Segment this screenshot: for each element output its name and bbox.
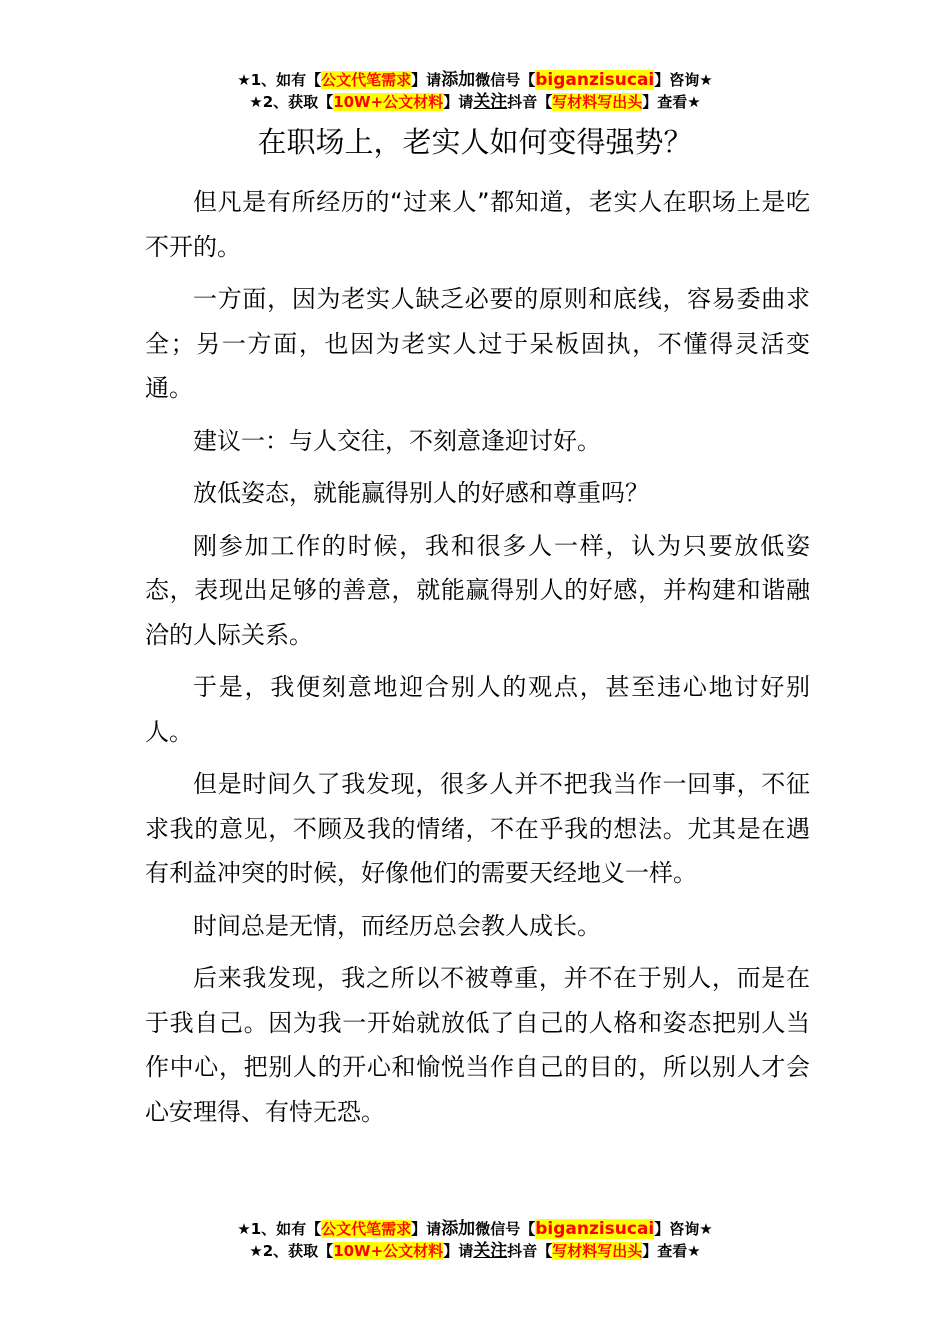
header-highlight-wechat-id: biganzisucai	[535, 70, 655, 90]
paragraph: 但是时间久了我发现，很多人并不把我当作一回事，不征求我的意见，不顾及我的情绪，不在乎我的想法。尤其是在遇有利益冲突的时候，好像他们的需要天经地义一样。	[145, 770, 810, 887]
header-line-2-emphasis: 关注	[473, 92, 508, 112]
header-line-1-text-2: 微信号【	[475, 71, 536, 89]
paragraph: 于是，我便刻意地迎合别人的观点，甚至违心地讨好别人。	[145, 673, 810, 746]
paragraph: 刚参加工作的时候，我和很多人一样，认为只要放低姿态，表现出足够的善意，就能赢得别人的好感，并构建和谐融洽的人际关系。	[145, 531, 810, 649]
header-line-1	[0, 69, 950, 91]
footer-line-2-text: 】请	[443, 1242, 474, 1260]
footer-line-2-emphasis: 关注	[473, 1241, 508, 1261]
footer-highlight-service: 公文代笔需求	[321, 1220, 412, 1238]
footer-line-1-text-2: 微信号【	[475, 1220, 536, 1238]
footer-highlight-douyin: 写材料写出头	[552, 1242, 643, 1260]
paragraph: 一方面，因为老实人缺乏必要的原则和底线，容易委曲求全；另一方面，也因为老实人过于呆板固执，不懂得灵活变通。	[145, 285, 810, 402]
header-line-1-emphasis: 添加	[441, 70, 476, 90]
article-title: 在职场上，老实人如何变得强势？	[257, 125, 693, 159]
footer-highlight-wechat-id: biganzisucai	[535, 1219, 655, 1239]
footer-line-2-text-2: 抖音【	[507, 1242, 553, 1260]
article-body	[145, 180, 810, 1142]
header-highlight-materials: 10W+公文材料	[333, 93, 444, 111]
header-line-2-suffix: 】查看★	[642, 93, 701, 111]
paragraph: 建议一：与人交往，不刻意逢迎讨好。	[193, 426, 601, 455]
footer-line-2-suffix: 】查看★	[642, 1242, 701, 1260]
footer-line-1-text: 】请	[411, 1220, 442, 1238]
header-line-1-prefix: ★1、如有【	[237, 71, 322, 89]
header-line-2-text: 】请	[443, 93, 474, 111]
header-line-1-suffix: 】咨询★	[654, 71, 713, 89]
header-line-2-prefix: ★2、获取【	[249, 93, 334, 111]
paragraph: 时间总是无情，而经历总会教人成长。	[193, 911, 601, 940]
paragraph: 但凡是有所经历的“过来人”都知道，老实人在职场上是吃不开的。	[145, 188, 810, 261]
header-line-1-text: 】请	[411, 71, 442, 89]
footer-line-1-prefix: ★1、如有【	[237, 1220, 322, 1238]
header-line-2-text-2: 抖音【	[507, 93, 553, 111]
footer-line-2	[0, 1240, 950, 1262]
paragraph: 放低姿态，就能赢得别人的好感和尊重吗？	[193, 479, 649, 507]
header-line-2	[0, 91, 950, 113]
header-banner	[0, 69, 950, 113]
footer-line-1-suffix: 】咨询★	[654, 1220, 713, 1238]
footer-highlight-materials: 10W+公文材料	[333, 1242, 444, 1260]
footer-banner	[0, 1218, 950, 1262]
header-highlight-service: 公文代笔需求	[321, 71, 412, 89]
footer-line-1	[0, 1218, 950, 1240]
footer-line-2-prefix: ★2、获取【	[249, 1242, 334, 1260]
footer-line-1-emphasis: 添加	[441, 1219, 476, 1239]
header-highlight-douyin: 写材料写出头	[552, 93, 643, 111]
paragraph: 后来我发现，我之所以不被尊重，并不在于别人，而是在于我自己。因为我一开始就放低了自己的人格和姿态把别人当作中心，把别人的开心和愉悦当作自己的目的，所以别人才会心安理得、有恃无恐。	[145, 964, 810, 1126]
